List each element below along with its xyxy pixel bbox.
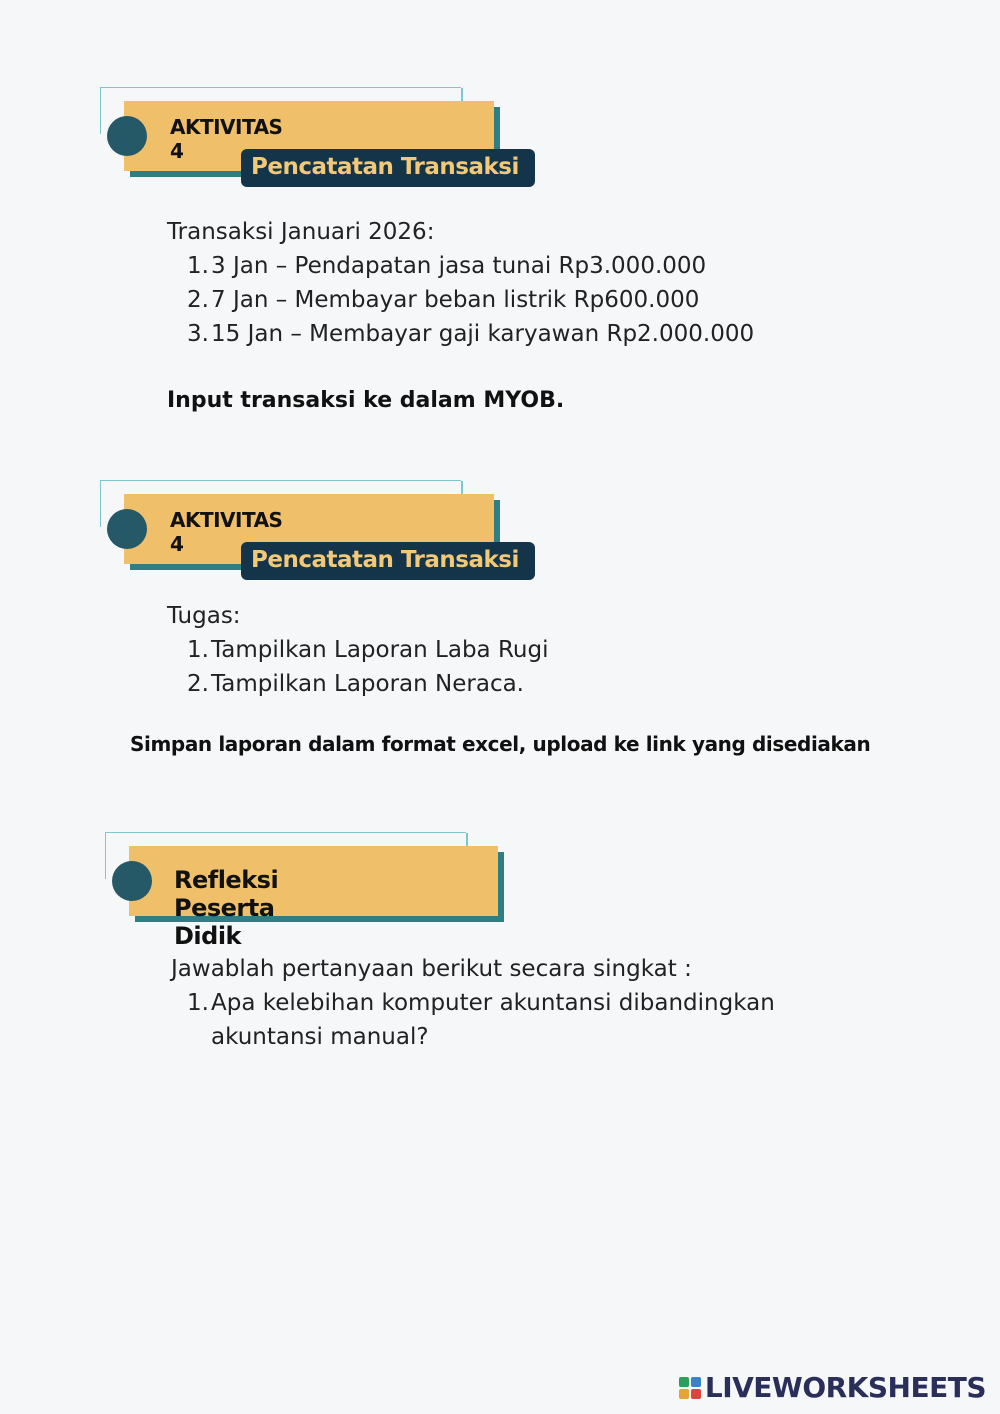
activity1-instruction: Input transaksi ke dalam MYOB. [167,388,565,413]
logo-square-icon [691,1389,701,1399]
list-item [187,667,887,701]
item-text: Apa kelebihan komputer akuntansi dibandingkan akuntansi manual? [211,990,775,1050]
item-number: 3. [187,321,209,347]
activity1-body [167,215,887,351]
activity1-intro: Transaksi Januari 2026: [167,219,435,245]
logo-square-icon [679,1389,689,1399]
activity2-instruction: Simpan laporan dalam format excel, upload ke link yang disediakan [130,732,871,756]
activity-subtitle: Pencatatan Transaksi [241,149,535,187]
activity2-body [167,599,887,701]
reflection-title: Refleksi Peserta Didik [174,866,279,950]
item-number: 1. [187,637,209,663]
logo-square-icon [691,1377,701,1387]
logo-square-icon [679,1377,689,1387]
reflection-intro: Jawablah pertanyaan berikut secara singkat : [171,956,692,982]
list-item [187,283,887,317]
logo-grid-icon [679,1377,701,1399]
brand-name: LIVEWORKSHEETS [704,1371,986,1404]
item-text: 15 Jan – Membayar gaji karyawan Rp2.000.000 [211,321,755,347]
list-item [187,986,831,1054]
header-dot [112,861,152,901]
list-item [187,317,887,351]
item-text: Tampilkan Laporan Laba Rugi [211,637,549,663]
list-item [187,249,887,283]
header-dot [107,116,147,156]
task-list [187,633,887,701]
header-dot [107,509,147,549]
item-number: 2. [187,287,209,313]
item-number: 1. [187,253,209,279]
activity-label: AKTIVITAS 4 [170,115,283,163]
activity-subtitle: Pencatatan Transaksi [241,542,535,580]
transaction-list [187,249,887,351]
item-number: 1. [187,990,209,1016]
question-list [187,986,831,1054]
activity-label: AKTIVITAS 4 [170,508,283,556]
liveworksheets-logo [679,1371,986,1404]
item-text: 7 Jan – Membayar beban listrik Rp600.000 [211,287,700,313]
activity2-intro: Tugas: [167,603,241,629]
item-number: 2. [187,671,209,697]
reflection-body [171,952,831,1054]
item-text: 3 Jan – Pendapatan jasa tunai Rp3.000.000 [211,253,707,279]
list-item [187,633,887,667]
item-text: Tampilkan Laporan Neraca. [211,671,524,697]
